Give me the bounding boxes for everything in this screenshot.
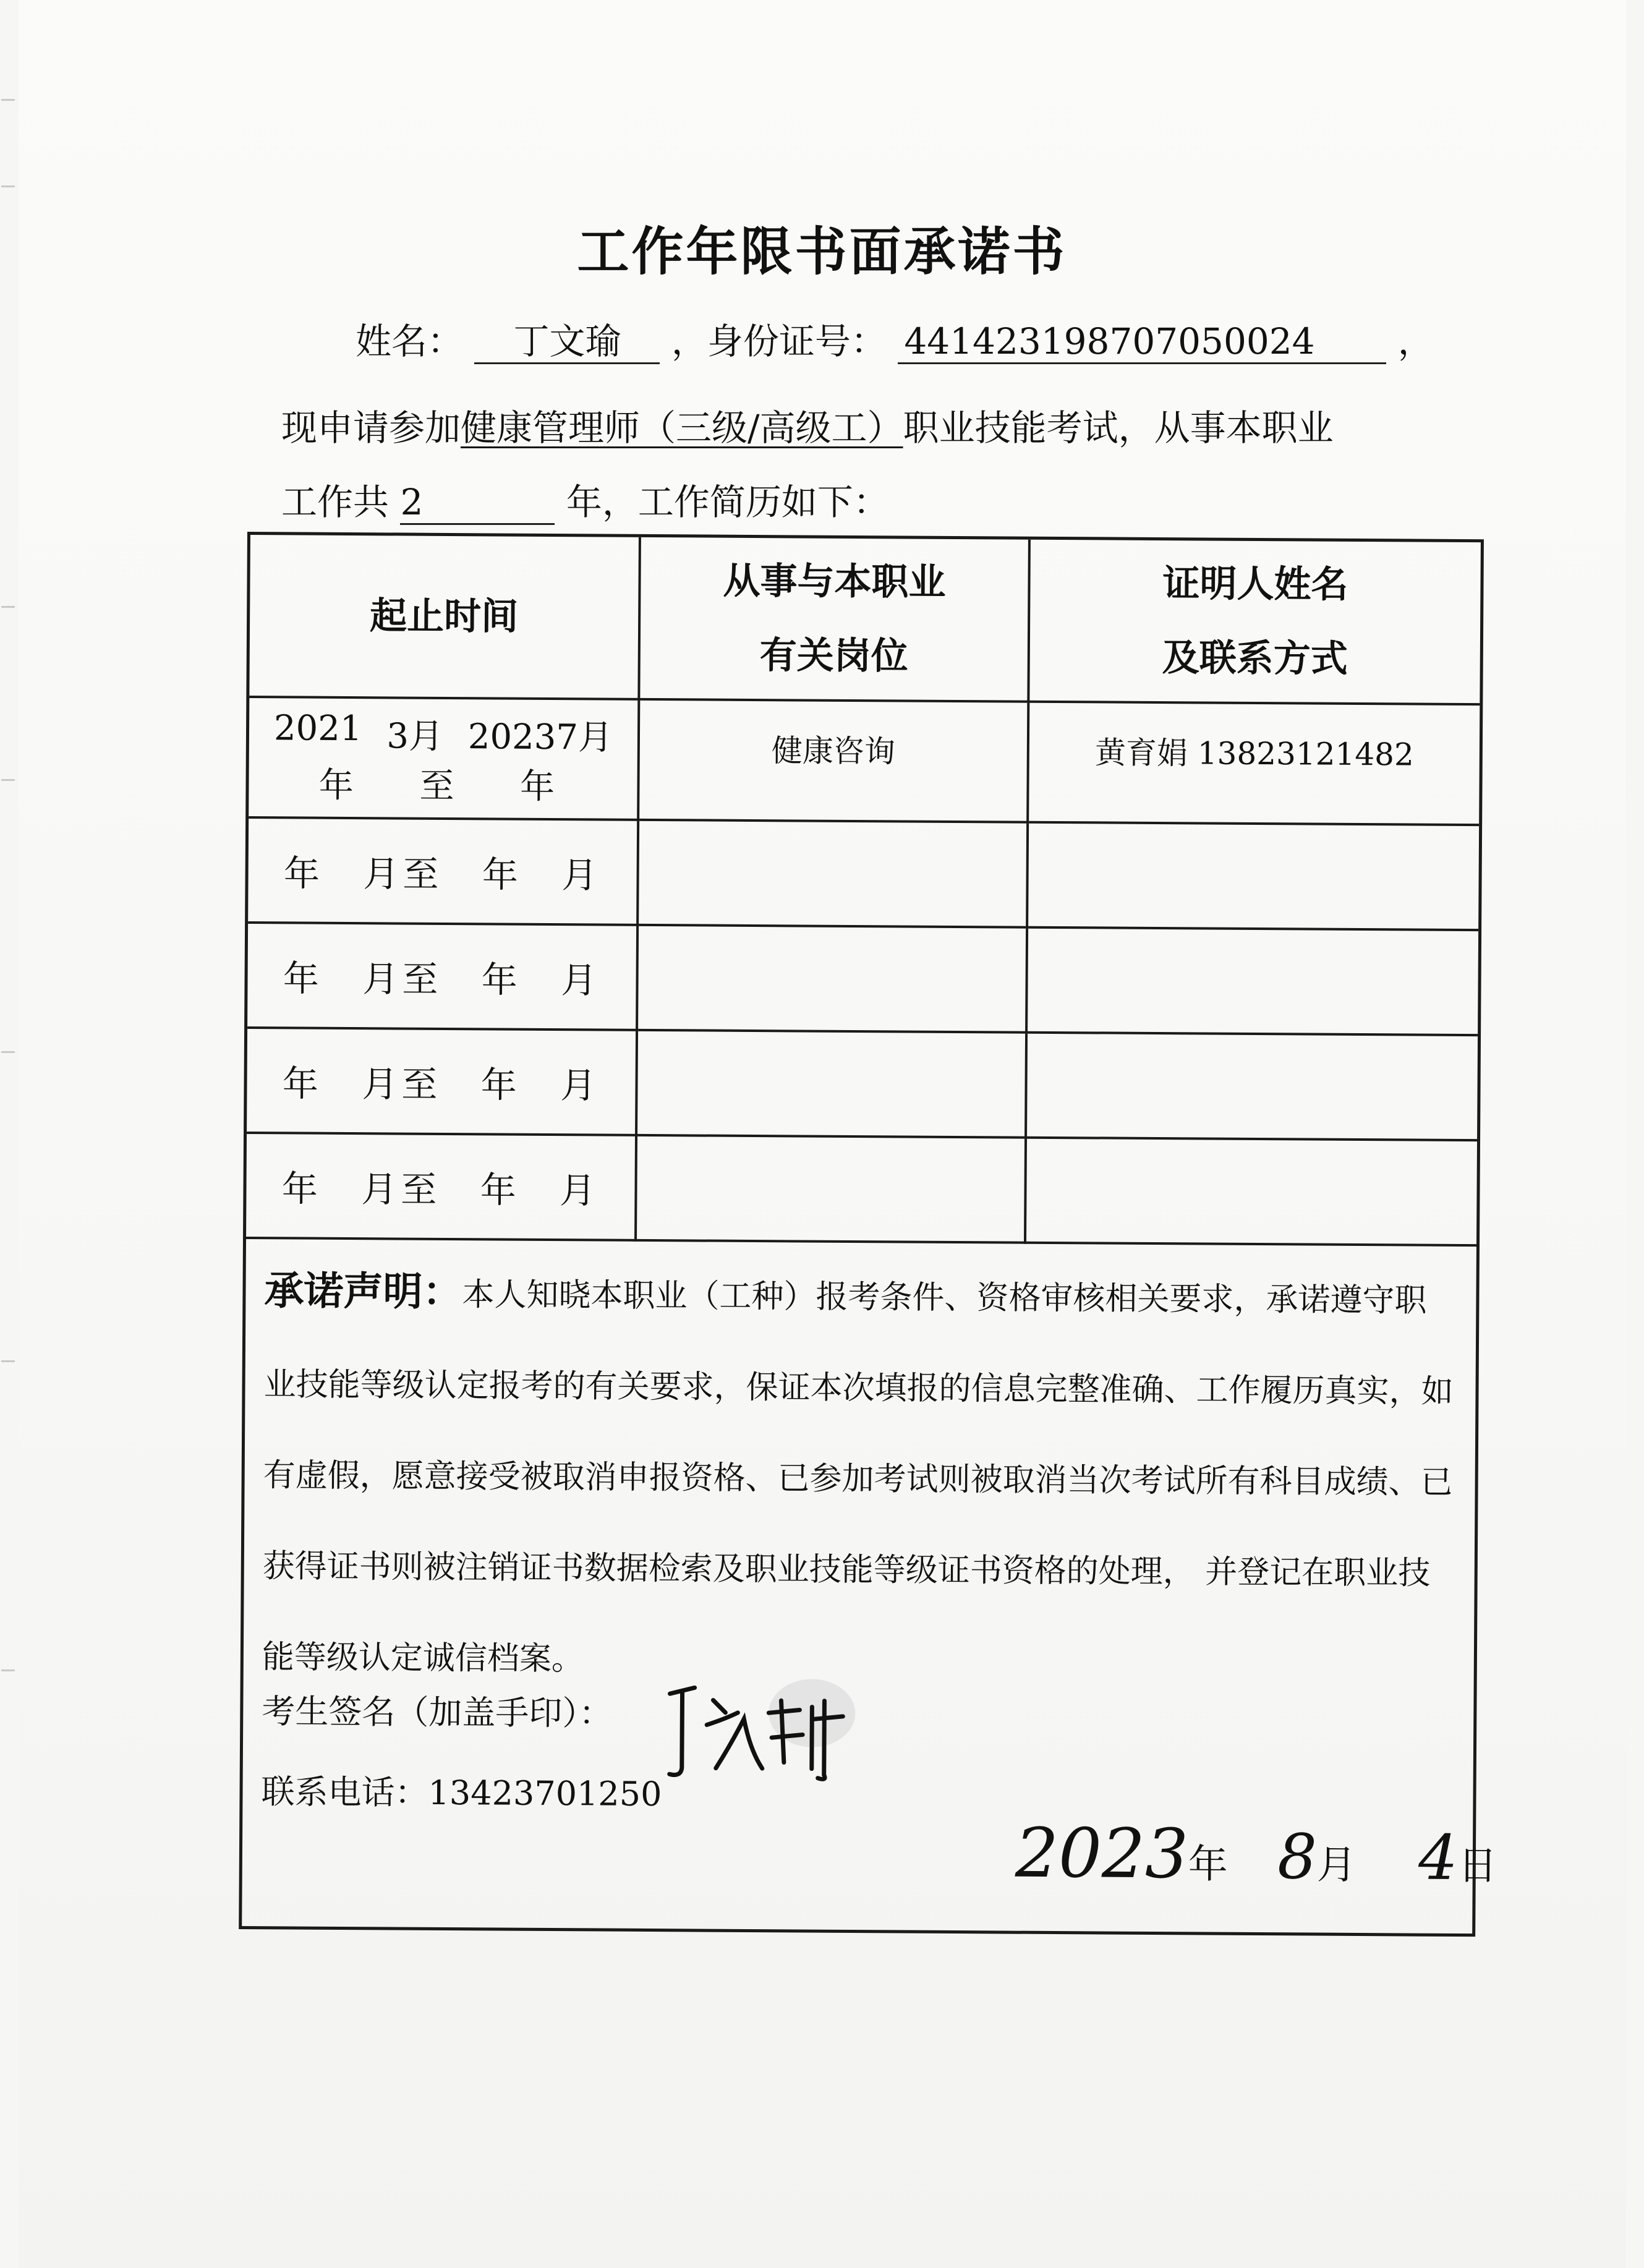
row4-position bbox=[636, 1030, 1026, 1138]
row4-period: 年 月至 年 月 bbox=[247, 1028, 637, 1135]
id-suffix: ， bbox=[1397, 320, 1434, 362]
phone-value: 13423701250 bbox=[428, 1773, 662, 1814]
row3-witness bbox=[1026, 927, 1478, 1035]
apply-exam-name: 健康管理师（三级/高级工） bbox=[461, 407, 903, 449]
row4-witness bbox=[1026, 1033, 1478, 1140]
header-position-line1: 从事与本职业 bbox=[723, 559, 946, 604]
pledge-statement bbox=[243, 1246, 1476, 1710]
years-value: 2 bbox=[400, 482, 555, 525]
pledge-heading: 承诺声明： bbox=[264, 1268, 462, 1316]
header-witness-line1: 证明人姓名 bbox=[1162, 562, 1348, 607]
years-suffix: 年，工作简历如下： bbox=[566, 481, 889, 523]
work-history-table bbox=[246, 535, 1481, 1247]
table-row bbox=[249, 697, 1480, 825]
handwritten-signature bbox=[657, 1675, 868, 1788]
apply-prefix: 现申请参加 bbox=[281, 407, 461, 449]
date-month: 8 bbox=[1277, 1820, 1318, 1893]
signature-line bbox=[262, 1685, 612, 1734]
header-witness-line2: 及联系方式 bbox=[1162, 636, 1348, 681]
document-title: 工作年限书面承诺书 bbox=[577, 221, 1067, 282]
row2-period: 年 月至 年 月 bbox=[248, 817, 638, 925]
name-label: 姓名： bbox=[356, 320, 464, 362]
header-position-line2: 有关岗位 bbox=[759, 634, 909, 678]
table-row bbox=[247, 923, 1478, 1035]
resume-form-frame bbox=[239, 532, 1497, 1937]
binding-edge-marks bbox=[0, 0, 25, 2268]
date-day-unit: 日 bbox=[1457, 1843, 1497, 1890]
signature-label: 考生签名（加盖手印）： bbox=[262, 1692, 613, 1733]
row1-year-unit: 年 bbox=[318, 765, 354, 806]
header-witness bbox=[1028, 540, 1481, 704]
row1-witness: 黄育娟 13823121482 bbox=[1028, 702, 1480, 825]
table-row bbox=[248, 817, 1479, 930]
row3-period: 年 月至 年 月 bbox=[247, 923, 637, 1030]
table-row bbox=[246, 1133, 1477, 1245]
row1-start-month: 3月 bbox=[386, 715, 444, 757]
date-day: 4 bbox=[1418, 1821, 1459, 1894]
row2-position bbox=[637, 820, 1028, 927]
header-position bbox=[639, 537, 1029, 702]
row1-end-year-month: 20237月 bbox=[467, 716, 613, 758]
table-row bbox=[247, 1028, 1478, 1140]
apply-suffix: 职业技能考试，从事本职业 bbox=[903, 407, 1334, 449]
signing-date bbox=[1015, 1814, 1498, 1896]
date-month-unit: 月 bbox=[1316, 1842, 1357, 1888]
row1-year-unit-2: 年 bbox=[519, 766, 555, 807]
phone-line bbox=[261, 1765, 662, 1815]
phone-label: 联系电话： bbox=[261, 1772, 428, 1812]
date-year: 2023 bbox=[1015, 1813, 1189, 1894]
row1-period bbox=[249, 697, 639, 820]
name-value: 丁文瑜 bbox=[474, 321, 660, 364]
header-period: 起止时间 bbox=[249, 535, 640, 699]
row5-witness bbox=[1025, 1138, 1477, 1245]
years-prefix: 工作共 bbox=[281, 481, 390, 523]
row3-position bbox=[637, 925, 1027, 1033]
row1-start-year: 2021 bbox=[273, 707, 362, 749]
row1-to: 至 bbox=[419, 765, 454, 806]
apply-line bbox=[281, 399, 1334, 451]
pledge-body: 本人知晓本职业（工种）报考条件、资格审核相关要求，承诺遵守职业技能等级认定报考的有关要求，保证本次填报的信息完整准确、工作履历真实，如有虚假，愿意接受被取消申报资格、已参加考试则被取消当次考试所有科目成绩、已获得证书则被注销证书数据检索及职业技能等级证书资格的处理， 并登记在职业技能等级认定诚信档案。 bbox=[262, 1276, 1454, 1678]
row5-position bbox=[636, 1135, 1026, 1243]
row5-period: 年 月至 年 月 bbox=[246, 1133, 636, 1240]
row2-witness bbox=[1027, 822, 1479, 930]
id-label: ，身份证号： bbox=[671, 320, 887, 362]
date-year-unit: 年 bbox=[1188, 1841, 1229, 1888]
name-id-line bbox=[356, 312, 1434, 364]
years-line bbox=[281, 473, 889, 525]
id-number-value: 441423198707050024 bbox=[898, 321, 1386, 364]
row1-position: 健康咨询 bbox=[638, 699, 1028, 822]
